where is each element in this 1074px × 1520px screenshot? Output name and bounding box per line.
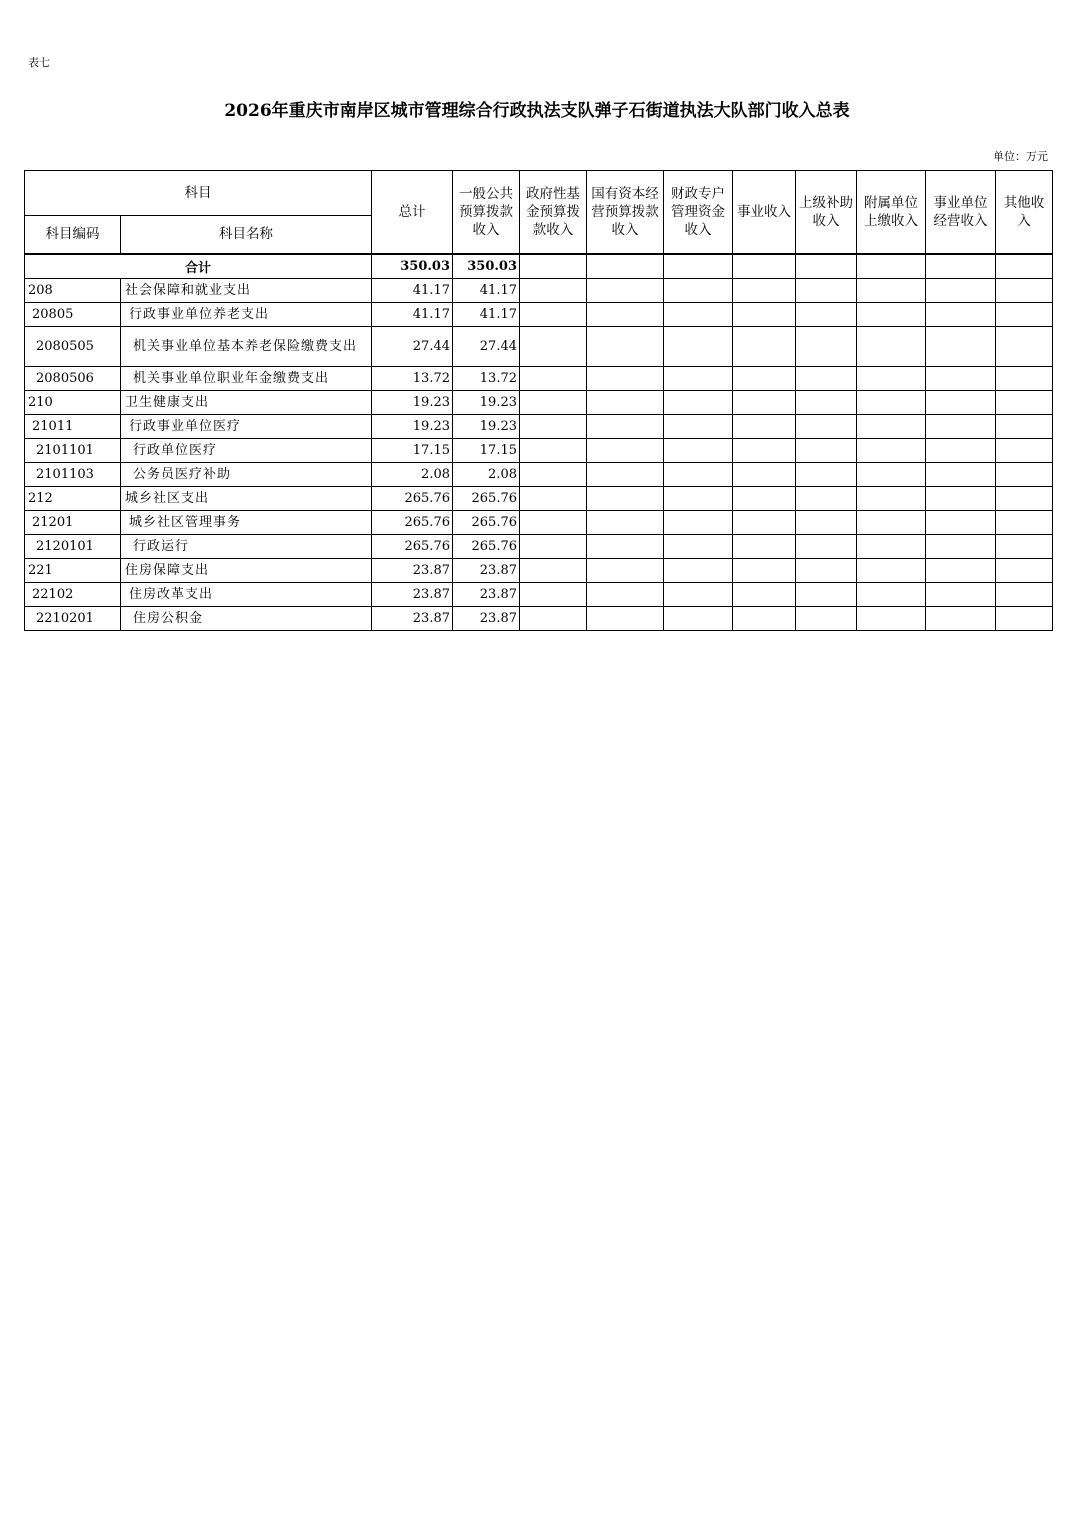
header-state-capital: 国有资本经营预算拨款收入 [587, 171, 664, 254]
table-row [25, 390, 1053, 414]
row-general-budget: 23.87 [453, 606, 520, 630]
row-empty-cell [520, 414, 587, 438]
row-empty-cell [520, 582, 587, 606]
row-total: 27.44 [372, 326, 453, 366]
row-empty-cell [796, 302, 857, 326]
row-code: 210 [25, 390, 121, 414]
row-empty-cell [733, 534, 796, 558]
row-empty-cell [926, 366, 996, 390]
row-empty-cell [587, 302, 664, 326]
row-general-budget: 23.87 [453, 558, 520, 582]
row-code: 212 [25, 486, 121, 510]
row-name: 行政事业单位医疗 [121, 414, 372, 438]
row-name: 行政单位医疗 [121, 438, 372, 462]
row-empty-cell [857, 558, 926, 582]
header-business-operation: 事业单位经营收入 [926, 171, 996, 254]
table-row [25, 582, 1053, 606]
row-empty-cell [857, 326, 926, 366]
row-general-budget: 265.76 [453, 534, 520, 558]
row-total: 2.08 [372, 462, 453, 486]
row-empty-cell [996, 302, 1053, 326]
header-subject: 科目 [25, 171, 372, 216]
row-empty-cell [664, 414, 733, 438]
row-empty-cell [733, 302, 796, 326]
row-code: 2120101 [25, 534, 121, 558]
row-empty-cell [733, 438, 796, 462]
row-empty-cell [926, 390, 996, 414]
row-general-budget: 41.17 [453, 278, 520, 302]
row-empty-cell [733, 390, 796, 414]
row-empty-cell [520, 390, 587, 414]
row-code: 2101103 [25, 462, 121, 486]
row-empty-cell [926, 278, 996, 302]
table-number: 表七 [28, 56, 50, 69]
total-label: 合计 [25, 254, 372, 279]
row-empty-cell [733, 326, 796, 366]
row-name: 住房公积金 [121, 606, 372, 630]
row-empty-cell [733, 366, 796, 390]
row-empty-cell [996, 414, 1053, 438]
row-empty-cell [733, 278, 796, 302]
row-empty-cell [857, 534, 926, 558]
page-title: 2026年重庆市南岸区城市管理综合行政执法支队弹子石街道执法大队部门收入总表 [224, 101, 850, 121]
header-other: 其他收入 [996, 171, 1053, 254]
header-superior-subsidy: 上级补助收入 [796, 171, 857, 254]
row-empty-cell [520, 486, 587, 510]
row-empty-cell [796, 486, 857, 510]
row-name: 城乡社区支出 [121, 486, 372, 510]
row-empty-cell [857, 510, 926, 534]
row-code: 2101101 [25, 438, 121, 462]
row-empty-cell [664, 366, 733, 390]
header-name: 科目名称 [121, 216, 372, 254]
row-empty-cell [926, 438, 996, 462]
row-empty-cell [796, 462, 857, 486]
row-empty-cell [796, 558, 857, 582]
row-name: 城乡社区管理事务 [121, 510, 372, 534]
row-empty-cell [733, 462, 796, 486]
row-empty-cell [796, 390, 857, 414]
row-empty-cell [587, 414, 664, 438]
row-empty-cell [857, 302, 926, 326]
row-code: 21011 [25, 414, 121, 438]
row-name: 社会保障和就业支出 [121, 278, 372, 302]
header-special-fund: 财政专户管理资金收入 [664, 171, 733, 254]
row-total: 265.76 [372, 486, 453, 510]
row-empty-cell [996, 510, 1053, 534]
table-row [25, 278, 1053, 302]
row-empty-cell [733, 606, 796, 630]
row-empty-cell [520, 302, 587, 326]
row-name: 行政事业单位养老支出 [121, 302, 372, 326]
row-name: 住房改革支出 [121, 582, 372, 606]
row-empty-cell [796, 534, 857, 558]
unit-label: 单位：万元 [993, 150, 1048, 163]
row-name: 卫生健康支出 [121, 390, 372, 414]
row-empty-cell [996, 486, 1053, 510]
row-code: 208 [25, 278, 121, 302]
row-empty-cell [996, 582, 1053, 606]
row-empty-cell [926, 606, 996, 630]
row-empty-cell [587, 606, 664, 630]
row-empty-cell [796, 366, 857, 390]
row-code: 2210201 [25, 606, 121, 630]
row-empty-cell [996, 606, 1053, 630]
row-empty-cell [996, 278, 1053, 302]
row-empty-cell [796, 414, 857, 438]
row-empty-cell [926, 414, 996, 438]
row-empty-cell [796, 278, 857, 302]
row-empty-cell [996, 326, 1053, 366]
row-empty-cell [796, 510, 857, 534]
row-empty-cell [857, 438, 926, 462]
row-empty-cell [996, 534, 1053, 558]
total-value: 350.03 [372, 254, 453, 279]
row-empty-cell [996, 438, 1053, 462]
table-row [25, 486, 1053, 510]
table-row [25, 414, 1053, 438]
row-empty-cell [733, 414, 796, 438]
table-row [25, 302, 1053, 326]
row-empty-cell [857, 390, 926, 414]
row-empty-cell [857, 486, 926, 510]
table-row [25, 558, 1053, 582]
row-empty-cell [733, 558, 796, 582]
row-empty-cell [857, 278, 926, 302]
row-empty-cell [996, 366, 1053, 390]
header-affiliated: 附属单位上缴收入 [857, 171, 926, 254]
row-empty-cell [664, 390, 733, 414]
row-empty-cell [796, 582, 857, 606]
header-total: 总计 [372, 171, 453, 254]
row-empty-cell [664, 278, 733, 302]
row-empty-cell [796, 326, 857, 366]
row-total: 13.72 [372, 366, 453, 390]
row-general-budget: 41.17 [453, 302, 520, 326]
row-empty-cell [520, 510, 587, 534]
row-general-budget: 13.72 [453, 366, 520, 390]
row-general-budget: 265.76 [453, 510, 520, 534]
row-empty-cell [520, 326, 587, 366]
row-empty-cell [587, 366, 664, 390]
row-general-budget: 27.44 [453, 326, 520, 366]
row-empty-cell [587, 558, 664, 582]
row-empty-cell [926, 302, 996, 326]
row-empty-cell [664, 582, 733, 606]
row-empty-cell [996, 462, 1053, 486]
row-name: 机关事业单位职业年金缴费支出 [121, 366, 372, 390]
row-empty-cell [664, 534, 733, 558]
table-row [25, 438, 1053, 462]
row-code: 20805 [25, 302, 121, 326]
row-code: 2080505 [25, 326, 121, 366]
row-empty-cell [857, 366, 926, 390]
row-total: 23.87 [372, 558, 453, 582]
row-empty-cell [664, 438, 733, 462]
row-empty-cell [857, 462, 926, 486]
row-empty-cell [520, 438, 587, 462]
row-empty-cell [926, 582, 996, 606]
table-row [25, 534, 1053, 558]
row-empty-cell [733, 486, 796, 510]
header-gov-fund: 政府性基金预算拨款收入 [520, 171, 587, 254]
row-empty-cell [664, 326, 733, 366]
income-table [24, 170, 1053, 631]
row-empty-cell [520, 366, 587, 390]
row-total: 17.15 [372, 438, 453, 462]
row-empty-cell [857, 414, 926, 438]
row-empty-cell [520, 462, 587, 486]
row-empty-cell [796, 438, 857, 462]
row-empty-cell [796, 606, 857, 630]
row-total: 265.76 [372, 534, 453, 558]
row-code: 2080506 [25, 366, 121, 390]
row-empty-cell [926, 486, 996, 510]
table-row [25, 366, 1053, 390]
total-row [25, 254, 1053, 279]
row-empty-cell [664, 486, 733, 510]
row-code: 221 [25, 558, 121, 582]
row-empty-cell [587, 582, 664, 606]
row-empty-cell [996, 390, 1053, 414]
row-empty-cell [926, 510, 996, 534]
row-empty-cell [664, 462, 733, 486]
table-row [25, 606, 1053, 630]
row-empty-cell [587, 278, 664, 302]
row-general-budget: 17.15 [453, 438, 520, 462]
row-empty-cell [587, 486, 664, 510]
row-empty-cell [587, 390, 664, 414]
row-code: 22102 [25, 582, 121, 606]
row-empty-cell [733, 582, 796, 606]
row-empty-cell [733, 510, 796, 534]
row-total: 41.17 [372, 278, 453, 302]
row-empty-cell [926, 326, 996, 366]
row-empty-cell [664, 558, 733, 582]
row-empty-cell [664, 606, 733, 630]
total-general-budget: 350.03 [453, 254, 520, 279]
row-empty-cell [996, 558, 1053, 582]
row-general-budget: 19.23 [453, 414, 520, 438]
row-general-budget: 265.76 [453, 486, 520, 510]
row-empty-cell [857, 606, 926, 630]
table-row [25, 326, 1053, 366]
row-empty-cell [520, 606, 587, 630]
row-empty-cell [664, 510, 733, 534]
row-name: 机关事业单位基本养老保险缴费支出 [121, 326, 372, 366]
row-empty-cell [587, 462, 664, 486]
row-general-budget: 23.87 [453, 582, 520, 606]
row-empty-cell [857, 582, 926, 606]
row-empty-cell [926, 534, 996, 558]
row-empty-cell [587, 438, 664, 462]
row-total: 19.23 [372, 390, 453, 414]
row-empty-cell [587, 510, 664, 534]
header-general-budget: 一般公共预算拨款收入 [453, 171, 520, 254]
row-general-budget: 19.23 [453, 390, 520, 414]
row-empty-cell [926, 462, 996, 486]
row-general-budget: 2.08 [453, 462, 520, 486]
row-total: 19.23 [372, 414, 453, 438]
row-name: 公务员医疗补助 [121, 462, 372, 486]
row-total: 265.76 [372, 510, 453, 534]
row-total: 23.87 [372, 582, 453, 606]
row-empty-cell [587, 326, 664, 366]
row-empty-cell [520, 534, 587, 558]
row-empty-cell [664, 302, 733, 326]
row-total: 41.17 [372, 302, 453, 326]
row-total: 23.87 [372, 606, 453, 630]
row-empty-cell [520, 558, 587, 582]
table-row [25, 510, 1053, 534]
row-name: 住房保障支出 [121, 558, 372, 582]
row-code: 21201 [25, 510, 121, 534]
row-empty-cell [926, 558, 996, 582]
header-code: 科目编码 [25, 216, 121, 254]
row-name: 行政运行 [121, 534, 372, 558]
header-business: 事业收入 [733, 171, 796, 254]
row-empty-cell [587, 534, 664, 558]
row-empty-cell [520, 278, 587, 302]
table-row [25, 462, 1053, 486]
